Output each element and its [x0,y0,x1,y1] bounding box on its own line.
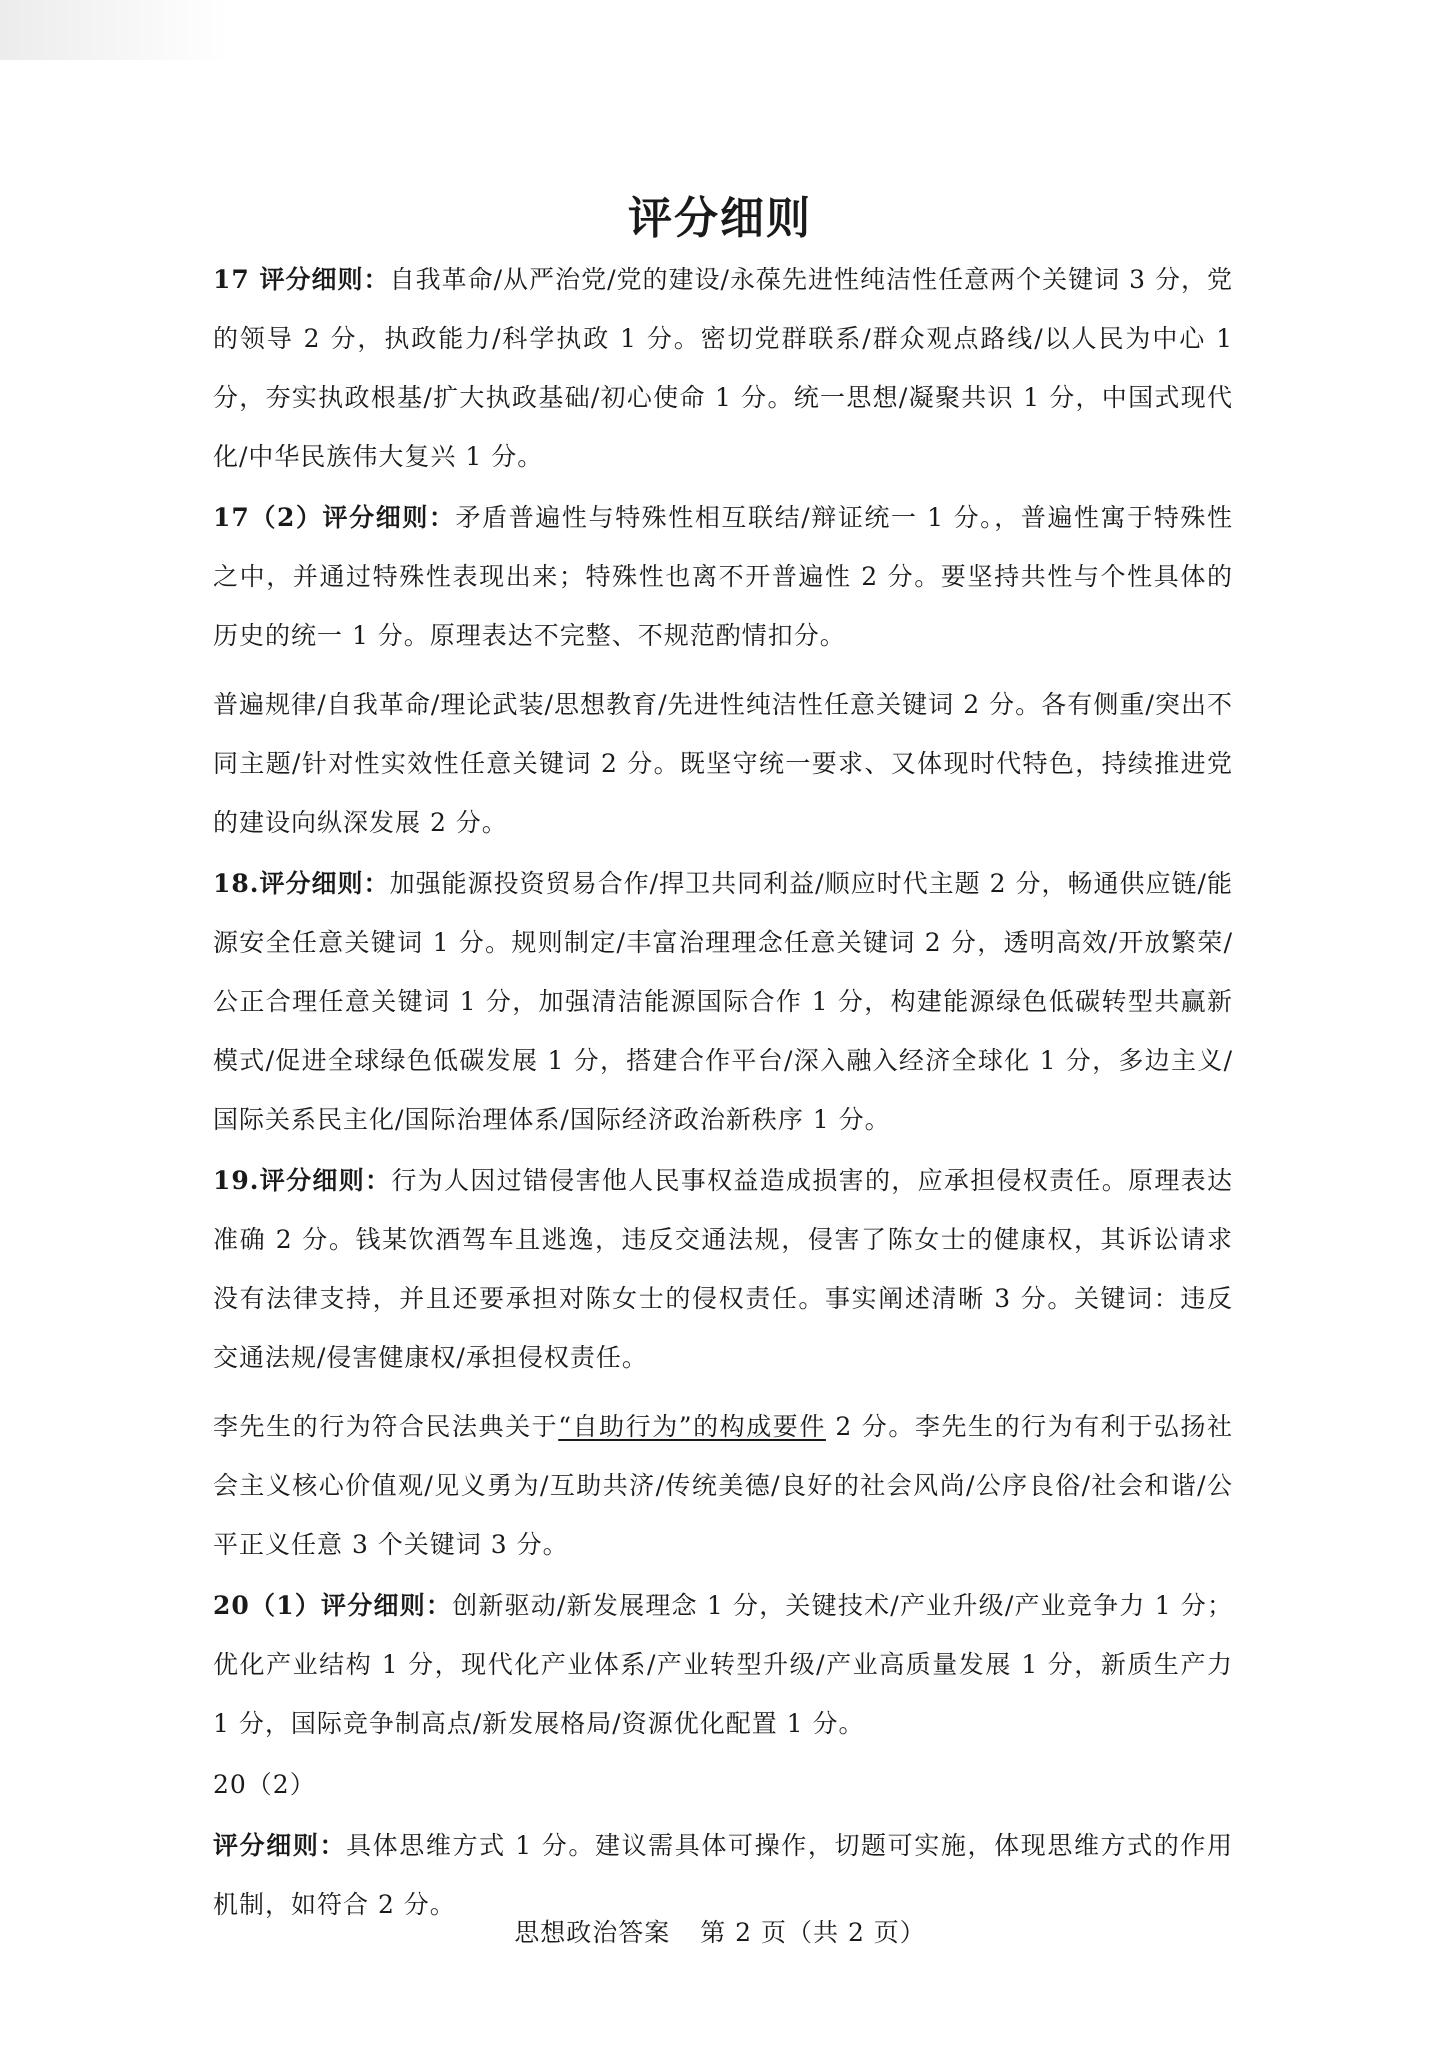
page-title: 评分细则 [628,193,812,244]
q17-2-text: 矛盾普遍性与特殊性相互联结/辩证统一 1 分。，普遍性寓于特殊性之中，并通过特殊性表现出来；特殊性也离不开普遍性 2 分。要坚持共性与个性具体的历史的统一 1 分。原理表达不完整、不规范酌情扣分。 [213,503,1233,650]
footer-page-number: 第 2 页（共 2 页） [700,1918,926,1947]
page-footer [0,1913,1440,1949]
q20-2-heading: 20（2） [213,1770,316,1799]
q19-extra-underlined: “自助行为”的构成要件 [558,1412,826,1441]
q19-extra-after: 2 分。李先生的行为有利于弘扬社会主义核心价值观/见义勇为/互助共济/传统美德/良好的社会风尚/公序良俗/社会和谐/公平正义任意 3 个关键词 3 分。 [213,1412,1234,1559]
footer-subject: 思想政治答案 [514,1918,671,1947]
q18-label: 18.评分细则： [213,869,390,898]
content-body [213,250,1233,1934]
q20-1-rubric [213,1576,1233,1753]
q18-text: 加强能源投资贸易合作/捍卫共同利益/顺应时代主题 2 分，畅通供应链/能源安全任意关键词 1 分。规则制定/丰富治理理念任意关键词 2 分，透明高效/开放繁荣/公正合理任意关键词 1 分，加强清洁能源国际合作 1 分，构建能源绿色低碳转型共赢新模式/促进全球绿色低碳发展 1 分，搭建合作平台/深入融入经济全球化 1 分，多边主义/国际关系民主化/国际治理体系/国际经济政治新秩序 1 分。 [213,869,1233,1134]
q17-1-text: 自我革命/从严治党/党的建设/永葆先进性纯洁性任意两个关键词 3 分，党的领导 2 分，执政能力/科学执政 1 分。密切党群联系/群众观点路线/以人民为中心 1 分，夯实执政根基/扩大执政基础/初心使命 1 分。统一思想/凝聚共识 1 分，中国式现代化/中华民族伟大复兴 1 分。 [213,265,1233,471]
q17-2-extra: 普遍规律/自我革命/理论武装/思想教育/先进性纯洁性任意关键词 2 分。各有侧重/突出不同主题/针对性实效性任意关键词 2 分。既坚守统一要求、又体现时代特色，持续推进党的建设向纵深发展 2 分。 [213,690,1233,837]
scan-artifact [0,0,230,60]
q20-1-label: 20（1）评分细则： [213,1591,453,1620]
q17-2-label: 17（2）评分细则： [213,503,456,532]
q19-extra-before: 李先生的行为符合民法典关于 [213,1412,559,1441]
q19-label: 19.评分细则： [213,1166,392,1195]
q17-2-rubric [213,488,1233,665]
q17-1-label: 17 评分细则： [213,265,390,294]
q19-rubric [213,1151,1233,1387]
q20-2-text: 具体思维方式 1 分。建议需具体可操作，切题可实施，体现思维方式的作用机制，如符合 2 分。 [213,1831,1233,1919]
q18-rubric [213,854,1233,1149]
q19-text: 行为人因过错侵害他人民事权益造成损害的，应承担侵权责任。原理表达准确 2 分。钱某饮酒驾车且逃逸，违反交通法规，侵害了陈女士的健康权，其诉讼请求没有法律支持，并且还要承担对陈女士的侵权责任。事实阐述清晰 3 分。关键词：违反交通法规/侵害健康权/承担侵权责任。 [213,1166,1233,1372]
q20-1-text: 创新驱动/新发展理念 1 分，关键技术/产业升级/产业竞争力 1 分；优化产业结构 1 分，现代化产业体系/产业转型升级/产业高质量发展 1 分，新质生产力 1 分，国际竞争制高点/新发展格局/资源优化配置 1 分。 [213,1591,1234,1738]
q17-1-rubric [213,250,1233,486]
q19-extra [213,1397,1233,1574]
q20-2-label: 评分细则： [213,1831,347,1860]
